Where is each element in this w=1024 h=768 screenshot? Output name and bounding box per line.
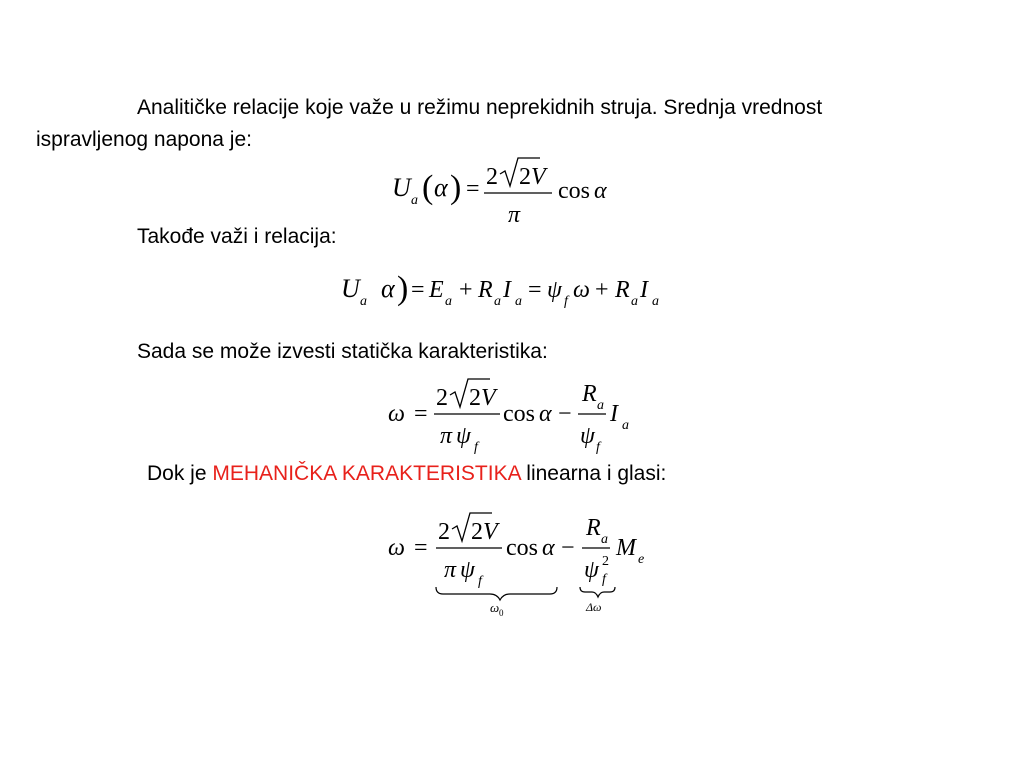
svg-text:2: 2 bbox=[602, 554, 609, 569]
svg-text:π: π bbox=[440, 423, 453, 449]
eq1-num-two2: 2 bbox=[519, 164, 531, 190]
eq1-cos: cos bbox=[558, 178, 590, 204]
svg-text:M: M bbox=[616, 535, 636, 561]
eq1-V: V bbox=[531, 164, 546, 190]
svg-text:e: e bbox=[638, 552, 645, 567]
eq1-lparen: ( bbox=[422, 169, 434, 206]
text4-prefix: Dok je bbox=[147, 462, 213, 485]
svg-text:f: f bbox=[474, 440, 478, 455]
svg-text:cos: cos bbox=[503, 401, 535, 427]
svg-text:a: a bbox=[631, 294, 638, 309]
svg-text:0: 0 bbox=[499, 608, 504, 618]
svg-text:I: I bbox=[610, 401, 618, 427]
svg-text:+: + bbox=[595, 277, 609, 303]
svg-text:ω: ω bbox=[388, 401, 405, 427]
equation-static-characteristic bbox=[380, 375, 660, 455]
svg-text:2: 2 bbox=[471, 519, 483, 545]
svg-text:α: α bbox=[381, 274, 395, 303]
svg-text:ω: ω bbox=[490, 600, 500, 615]
svg-text:a: a bbox=[601, 532, 608, 547]
eq1-alpha2: α bbox=[594, 178, 607, 204]
intro-line-1: Analitičke relacije koje važe u režimu neprekidnih struja. Srednja vrednost bbox=[137, 96, 823, 119]
text-static-characteristic: Sada se može izvesti statička karakteristika: bbox=[137, 340, 548, 363]
svg-text:Δω: Δω bbox=[586, 600, 602, 614]
svg-text:ψ: ψ bbox=[580, 423, 595, 449]
highlight-mechanical-characteristic: MEHANIČKA KARAKTERISTIKA bbox=[212, 462, 521, 485]
eq1-rparen: ) bbox=[450, 169, 462, 206]
svg-text:a: a bbox=[622, 418, 629, 433]
text-also-holds: Takođe važi i relacija: bbox=[137, 225, 337, 248]
svg-text:I: I bbox=[503, 277, 511, 303]
svg-text:ψ: ψ bbox=[460, 557, 475, 583]
svg-text:U: U bbox=[341, 274, 360, 303]
equation-armature-voltage bbox=[335, 265, 675, 315]
svg-text:R: R bbox=[582, 381, 597, 407]
svg-text:=: = bbox=[414, 535, 428, 561]
svg-text:R: R bbox=[586, 515, 601, 541]
svg-text:a: a bbox=[360, 294, 367, 309]
svg-text:2: 2 bbox=[469, 385, 481, 411]
svg-text:V: V bbox=[483, 519, 498, 545]
svg-text:ω: ω bbox=[573, 277, 590, 303]
svg-text:V: V bbox=[481, 385, 496, 411]
eq2-rparen: ) bbox=[397, 270, 409, 307]
svg-text:−: − bbox=[558, 401, 572, 427]
svg-text:f: f bbox=[596, 440, 600, 455]
text4-suffix: linearna i glasi: bbox=[520, 462, 667, 485]
eq1-alpha: α bbox=[434, 173, 448, 202]
svg-text:I: I bbox=[640, 277, 648, 303]
text-mechanical-characteristic bbox=[147, 462, 666, 486]
svg-text:a: a bbox=[652, 294, 659, 309]
svg-text:f: f bbox=[478, 574, 482, 589]
svg-text:R: R bbox=[615, 277, 630, 303]
svg-text:ω: ω bbox=[388, 535, 405, 561]
svg-text:α: α bbox=[539, 401, 552, 427]
svg-text:=: = bbox=[528, 277, 542, 303]
svg-text:a: a bbox=[494, 294, 501, 309]
equation-mechanical-characteristic bbox=[380, 505, 670, 620]
svg-text:ψ: ψ bbox=[547, 277, 562, 303]
svg-text:a: a bbox=[445, 294, 452, 309]
eq4-underbrace-omega0 bbox=[436, 587, 557, 600]
eq1-num-two: 2 bbox=[486, 164, 498, 190]
svg-text:+: + bbox=[459, 277, 473, 303]
svg-text:R: R bbox=[478, 277, 493, 303]
svg-text:−: − bbox=[561, 535, 575, 561]
svg-text:ψ: ψ bbox=[584, 557, 599, 583]
svg-text:ψ: ψ bbox=[456, 423, 471, 449]
svg-text:cos: cos bbox=[506, 535, 538, 561]
eq1-U-sub: a bbox=[411, 193, 418, 208]
svg-text:a: a bbox=[597, 398, 604, 413]
eq1-U: U bbox=[392, 173, 411, 202]
svg-text:E: E bbox=[429, 277, 444, 303]
svg-text:=: = bbox=[411, 277, 425, 303]
svg-text:α: α bbox=[542, 535, 555, 561]
eq4-underbrace-delta-omega bbox=[580, 587, 615, 597]
svg-text:f: f bbox=[564, 294, 568, 309]
eq1-pi: π bbox=[508, 202, 521, 228]
svg-text:2: 2 bbox=[438, 519, 450, 545]
intro-line-2: ispravljenog napona je: bbox=[36, 128, 252, 151]
svg-text:2: 2 bbox=[436, 385, 448, 411]
equation-average-voltage bbox=[380, 150, 640, 230]
svg-text:π: π bbox=[444, 557, 457, 583]
svg-text:a: a bbox=[515, 294, 522, 309]
svg-text:=: = bbox=[414, 401, 428, 427]
eq1-equals: = bbox=[466, 176, 480, 202]
svg-text:f: f bbox=[602, 572, 606, 587]
